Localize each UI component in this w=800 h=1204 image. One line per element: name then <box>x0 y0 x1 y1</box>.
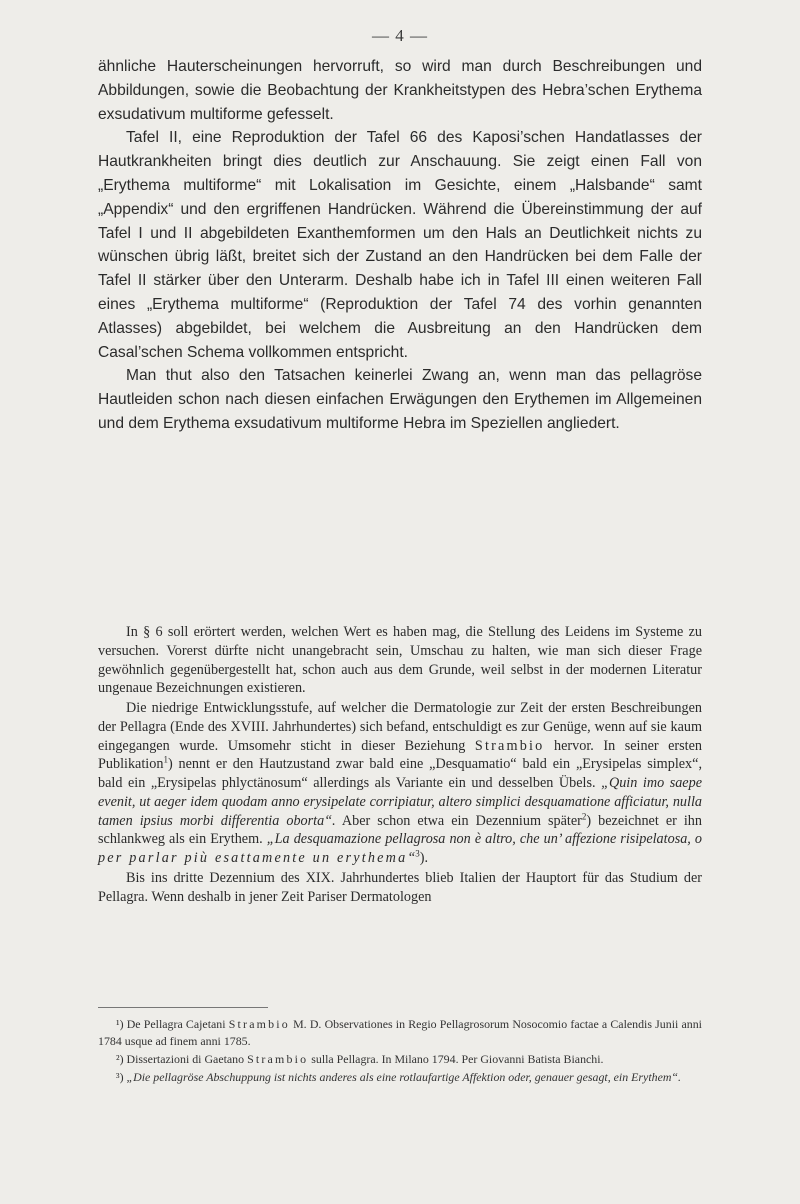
latin-quote: „Quin imo saepe evenit, ut aeger idem quodam anno erysipelate corripiatur, altero simplici desquamatione afficiatur, nulla tamen ipsius morbi differentia oborta“. <box>98 775 702 829</box>
footnote-1-text-a: De Pellagra Cajetani <box>126 1017 226 1031</box>
paragraph-5-text-f: ). <box>419 850 429 866</box>
main-text-upper <box>98 55 702 436</box>
paragraph-4: In § 6 soll erörtert werden, welchen Wert es haben mag, die Stellung des Leidens im Systeme zu versuchen. Vorerst dürfte nicht unangebracht sein, Umschau zu halten, wie man sich dieser Frage gewöhnlich gegenübergestellt hat, schon auch aus dem Grunde, weil selbst in der modernen Literatur ungenaue Bezeichnungen existieren. <box>98 624 702 697</box>
footnote-2-author: Strambio <box>247 1052 309 1066</box>
footnote-1-text-b: M. D. Observationes in Regio Pellagrosorum Nosocomio factae a Calendis Junii anni 1784 usque ad finem anni 1785. <box>98 1017 702 1048</box>
footnote-1-marker: ¹) <box>116 1017 124 1031</box>
footnote-2-marker: ²) <box>116 1052 124 1066</box>
paragraph-3: Man thut also den Tatsachen keinerlei Zwang an, wenn man das pellagröse Hautleiden schon nach diesen einfachen Erwägungen den Erythemen im Allgemeinen und dem Erythema exsudativum multiforme Hebra im Speziellen angliedert. <box>98 367 702 432</box>
footnote-ref-3: 3 <box>415 848 420 859</box>
paragraph-5-text-d: Aber schon etwa ein Dezennium später <box>341 812 582 829</box>
footnote-3-marker: ³) <box>116 1070 124 1084</box>
paragraph-6: Bis ins dritte Dezennium des XIX. Jahrhundertes blieb Italien der Hauptort für das Studium der Pellagra. Wenn deshalb in jener Zeit Pariser Dermatologen <box>98 869 702 905</box>
footnote-2-text-b: sulla Pellagra. In Milano 1794. Per Giovanni Batista Bianchi. <box>311 1052 604 1066</box>
footnote-3-text: „Die pellagröse Abschuppung ist nichts anderes als eine rotlaufartige Affektion oder, genauer gesagt, ein Erythem“. <box>126 1070 682 1084</box>
paragraph-5-text-e: ) bezeichnet er ihn schlankweg als ein Erythem. <box>98 812 702 848</box>
footnote-1 <box>98 1016 702 1050</box>
footnote-ref-2: 2 <box>581 810 587 821</box>
italian-quote-end: “ <box>407 850 416 866</box>
italian-quote-spaced: per parlar più esattamente un erythema <box>98 850 408 866</box>
footnotes <box>98 1016 702 1087</box>
paragraph-5-text-b: hervor. In seiner ersten Publikation <box>98 737 703 773</box>
main-text-lower <box>98 623 702 906</box>
footnote-ref-1: 1 <box>163 754 168 765</box>
footnote-1-author: Strambio <box>228 1017 290 1031</box>
paragraph-5-text-a: Die niedrige Entwicklungsstufe, auf welcher die Dermatologie zur Zeit der ersten Beschreibungen der Pellagra (Ende des XVIII. Jahrhundertes) sich befand, entschuldigt es zur Genüge, wenn auf sie kaum eingegangen wurde. Umsomehr sticht in dieser Beziehung <box>98 700 702 754</box>
paragraph-1: ähnliche Hauterscheinungen hervorruft, so wird man durch Beschreibungen und Abbildungen, sowie die Beobachtung der Krankheitstypen des Hebra’schen Erythema exsudativum multiforme gefesselt. <box>98 58 702 123</box>
footnote-3 <box>98 1069 702 1086</box>
author-strambio: Strambio <box>474 737 545 754</box>
paragraph-5 <box>98 699 702 868</box>
paragraph-5-text-c: ) nennt er den Hautzustand zwar bald eine „Desquamatio“ bald ein „Erysipelas simplex“, bald ein „Erysipelas phlyctänosum“ allerdings als Variante ein und desselben Übels. <box>98 756 702 791</box>
italian-quote: „La desquamazione pellagrosa non è altro, che un’ affezione risipelatosa, o <box>266 831 703 848</box>
footnote-divider <box>98 1007 268 1008</box>
page-number: — 4 — <box>372 26 428 45</box>
footnote-2 <box>98 1051 702 1068</box>
footnote-2-text-a: Dissertazioni di Gaetano <box>126 1052 245 1066</box>
paragraph-2: Tafel II, eine Reproduktion der Tafel 66 des Kaposi’schen Handatlasses der Hautkrankheiten bringt dies deutlich zur Anschauung. Sie zeigt einen Fall von „Erythema multiforme“ mit Lokalisation im Gesichte, einem „Halsbande“ samt „Appendix“ und den ergriffenen Handrücken. Während die Übereinstimmung der auf Tafel I und II abgebildeten Exanthemformen um den Hals an Deutlichkeit nichts zu wünschen übrig läßt, breitet sich der Zustand an den Handrücken bei dem Falle der Tafel II stärker über den Unterarm. Deshalb habe ich in Tafel III einen weiteren Fall eines „Erythema multiforme“ (Reproduktion der Tafel 74 des vorhin genannten Atlasses) abgebildet, bei welchem die Ausbreitung an den Handrücken dem Casal’schen Schema vollkommen entspricht. <box>98 129 702 361</box>
